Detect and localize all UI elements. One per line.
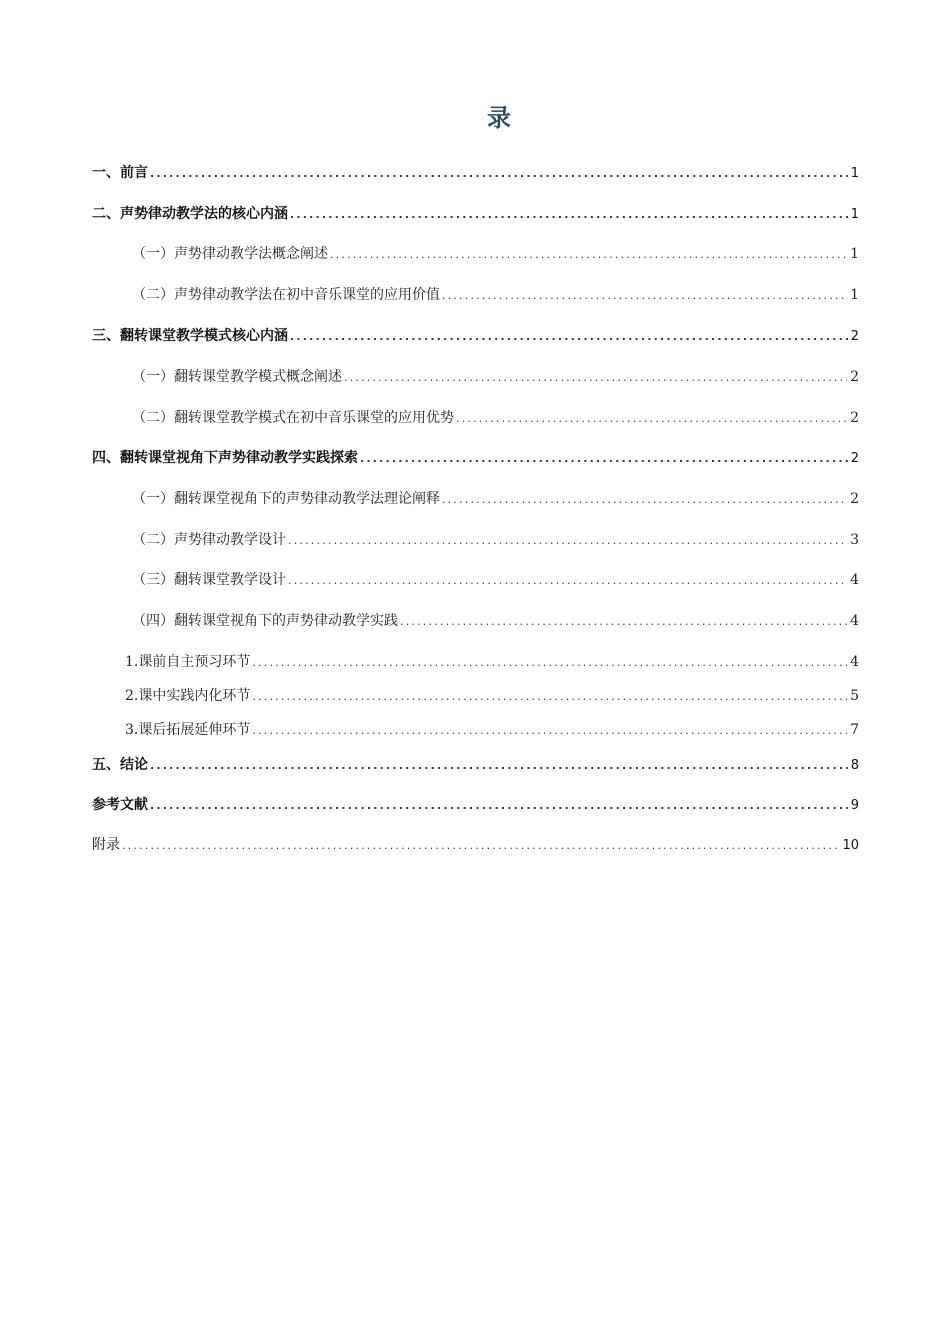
toc-page-number: 2: [850, 410, 859, 426]
toc-leader: [290, 205, 848, 225]
toc-page-number: 10: [842, 838, 859, 853]
toc-leader: [330, 245, 847, 265]
toc-leader: [150, 164, 848, 184]
toc-page-number: 2: [850, 329, 859, 344]
toc-leader: [252, 721, 847, 741]
toc-leader: [122, 836, 839, 856]
toc-entry-label: （二）翻转课堂教学模式在初中音乐课堂的应用优势: [132, 410, 454, 426]
toc-leader: [442, 286, 847, 306]
toc-page-number: 8: [850, 758, 859, 773]
toc-leader: [150, 756, 848, 776]
toc-entry-section-4-1[interactable]: [92, 489, 859, 510]
toc-leader: [288, 571, 847, 591]
toc-page-number: 1: [850, 287, 859, 303]
toc-entry-label: 三、翻转课堂教学模式核心内涵: [92, 328, 288, 344]
toc-entry-section-4-4[interactable]: [92, 611, 859, 632]
toc-entry-section-4-3[interactable]: [92, 570, 859, 591]
toc-entry-section-3[interactable]: [92, 326, 859, 347]
toc-leader: [252, 687, 847, 707]
toc-page-number: 9: [850, 798, 859, 813]
toc-leader: [442, 490, 847, 510]
toc-page-number: 1: [850, 166, 859, 181]
toc-leader: [344, 368, 847, 388]
toc-entry-preface[interactable]: [92, 163, 859, 184]
toc-entry-label: （四）翻转课堂视角下的声势律动教学实践: [132, 613, 398, 629]
toc-leader: [150, 796, 848, 816]
toc-page-number: 3: [850, 532, 859, 548]
toc-page-number: 1: [850, 207, 859, 222]
toc-entry-section-4-4-1[interactable]: [92, 652, 859, 673]
toc-entry-section-4-4-3[interactable]: [92, 720, 859, 741]
toc-entry-appendix[interactable]: [92, 835, 859, 856]
toc-entry-label: 四、翻转课堂视角下声势律动教学实践探索: [92, 450, 358, 466]
toc-entry-label: （一）翻转课堂视角下的声势律动教学法理论阐释: [132, 491, 440, 507]
toc-entry-label: 参考文献: [92, 797, 148, 813]
toc-page-number: 4: [850, 613, 859, 629]
toc-leader: [400, 612, 847, 632]
toc-page-number: 4: [850, 572, 859, 588]
toc-entry-section-4-2[interactable]: [92, 530, 859, 551]
toc-entry-label: 附录: [92, 837, 120, 853]
toc-page-number: 2: [850, 369, 859, 385]
toc-entry-label: 3.课后拓展延伸环节: [125, 722, 251, 738]
toc-entry-label: （二）声势律动教学设计: [132, 532, 286, 548]
toc-entry-section-2-1[interactable]: [92, 244, 859, 265]
toc-page-number: 2: [850, 451, 859, 466]
toc-entry-section-4-4-2[interactable]: [92, 686, 859, 707]
toc-page-number: 4: [850, 654, 859, 670]
toc-entry-section-3-2[interactable]: [92, 408, 859, 429]
toc-page-number: 5: [850, 688, 859, 704]
toc-entry-label: 二、声势律动教学法的核心内涵: [92, 206, 288, 222]
toc-entry-label: 一、前言: [92, 165, 148, 181]
toc-entry-conclusion[interactable]: [92, 755, 859, 776]
toc-entry-label: （一）声势律动教学法概念阐述: [132, 246, 328, 262]
toc-entry-label: （三）翻转课堂教学设计: [132, 572, 286, 588]
toc-entry-section-2-2[interactable]: [92, 285, 859, 306]
toc-leader: [456, 409, 847, 429]
toc-entry-label: （二）声势律动教学法在初中音乐课堂的应用价值: [132, 287, 440, 303]
toc-leader: [288, 531, 847, 551]
toc-page-number: 2: [850, 491, 859, 507]
toc-entry-label: 五、结论: [92, 757, 148, 773]
toc-entry-references[interactable]: [92, 795, 859, 816]
toc-entry-section-3-1[interactable]: [92, 367, 859, 388]
toc-page-number: 1: [850, 246, 859, 262]
toc-entry-label: 1.课前自主预习环节: [125, 654, 251, 670]
toc-entry-label: （一）翻转课堂教学模式概念阐述: [132, 369, 342, 385]
toc-page-number: 7: [850, 722, 859, 738]
toc-title: 录: [487, 104, 513, 132]
toc-leader: [252, 653, 847, 673]
toc-leader: [290, 327, 848, 347]
toc-entry-section-2[interactable]: [92, 204, 859, 225]
toc-entry-label: 2.课中实践内化环节: [125, 688, 251, 704]
toc-entry-section-4[interactable]: [92, 448, 859, 469]
toc-leader: [360, 449, 848, 469]
